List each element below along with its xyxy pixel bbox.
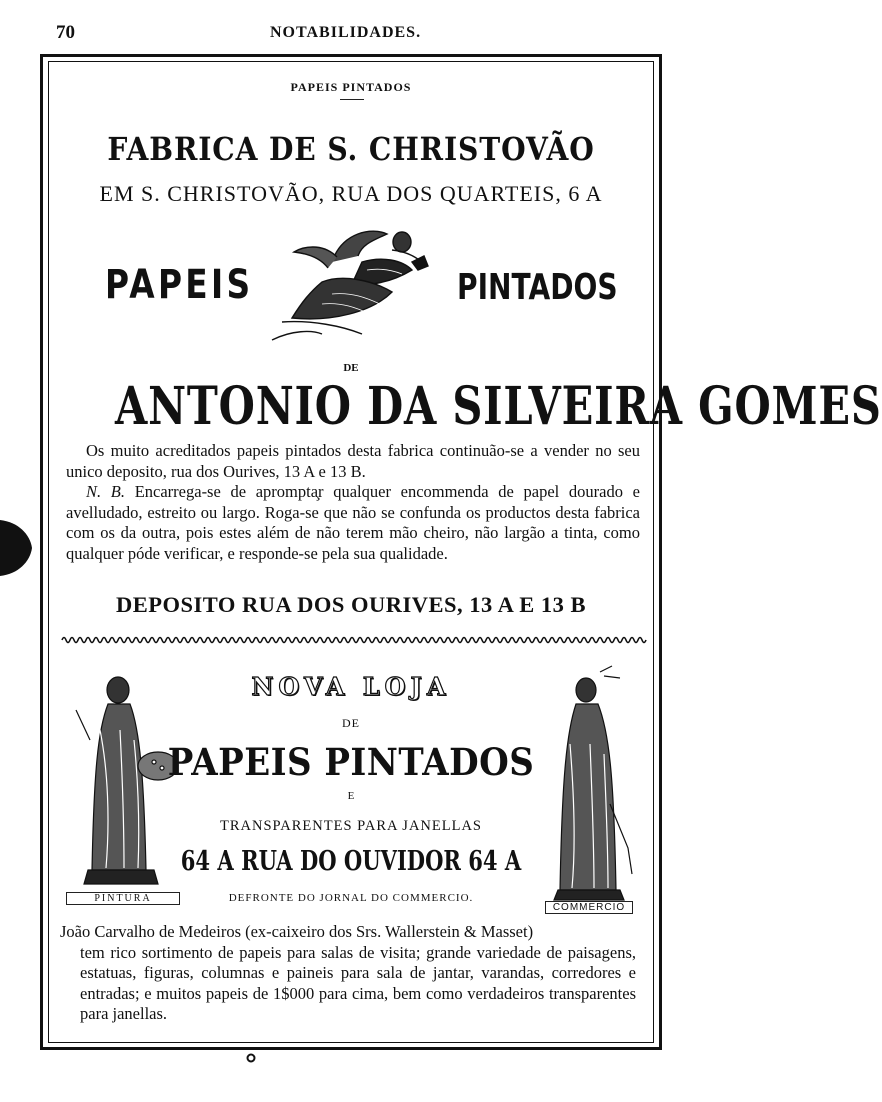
- nb-text: Encarrega-se de aprompta̧r qualquer encommenda de papel dourado e avelludado, estreito ou largo. Roga-se que não se confunda os productos desta fabrica com os da outra, pois estes além de não terem mão cheiro, não largão a tinta, como qualquer póde verificar, e responde-se pela sua qualidade.: [66, 482, 640, 563]
- statue-commercio-illustration: [540, 664, 638, 912]
- bottom-ornament: [246, 1053, 256, 1063]
- flying-angel-illustration: [262, 222, 442, 344]
- de-label-2: DE: [342, 716, 360, 730]
- de-label: DE: [343, 362, 359, 374]
- deposito-line: DEPOSITO RUA DOS OURIVES, 13 A E 13 B: [115, 592, 587, 617]
- page-number: 70: [56, 22, 75, 43]
- running-title: NOTABILIDADES.: [270, 24, 422, 41]
- ad2-paragraph-first: João Carvalho de Medeiros (ex-caixeiro dos Srs. Wallerstein & Masset): [60, 922, 534, 941]
- title-papeis: PAPEIS: [105, 262, 254, 308]
- ad2-body: [60, 922, 636, 1025]
- heading-rule: [340, 99, 364, 100]
- ad1-body: [66, 441, 640, 564]
- papeis-pintados-title: PAPEIS PINTADOS: [167, 740, 535, 784]
- e-label: E: [347, 790, 355, 802]
- nova-loja-title: NOVA LOJA: [251, 672, 451, 701]
- shop-address: 64 A RUA DO OUVIDOR 64 A: [180, 846, 522, 877]
- title-pintados: PINTADOS: [457, 267, 618, 308]
- wavy-divider: [62, 634, 640, 646]
- binding-mark: [0, 516, 34, 578]
- nb-label: N. B.: [86, 482, 126, 501]
- plaque-commercio: COMMERCIO: [545, 901, 633, 914]
- section-heading: PAPEIS PINTADOS: [290, 80, 412, 94]
- factory-address: EM S. CHRISTOVÃO, RUA DOS QUARTEIS, 6 A: [99, 181, 603, 206]
- factory-name: FABRICA DE S. CHRISTOVÃO: [107, 130, 595, 168]
- transparentes-subtitle: TRANSPARENTES PARA JANELLAS: [219, 818, 482, 834]
- owner-name: ANTONIO DA SILVEIRA GOMES: [115, 376, 882, 437]
- defronte-line: DEFRONTE DO JORNAL DO COMMERCIO.: [228, 892, 474, 904]
- ad2-paragraph-rest: tem rico sortimento de papeis para salas de visita; grande variedade de paisagens, estatuas, figuras, columnas e paineis para sala de jantar, varandas, corredores e entradas; e muitos papeis de 1$000 para cima, bem como verdadeiros transparentes para janellas.: [80, 942, 636, 1023]
- plaque-pintura: PINTURA: [66, 892, 180, 905]
- ad1-paragraph: Os muito acreditados papeis pintados desta fabrica continuão-se a vender no seu unico deposito, rua dos Ourives, 13 A e 13 B.: [66, 441, 640, 481]
